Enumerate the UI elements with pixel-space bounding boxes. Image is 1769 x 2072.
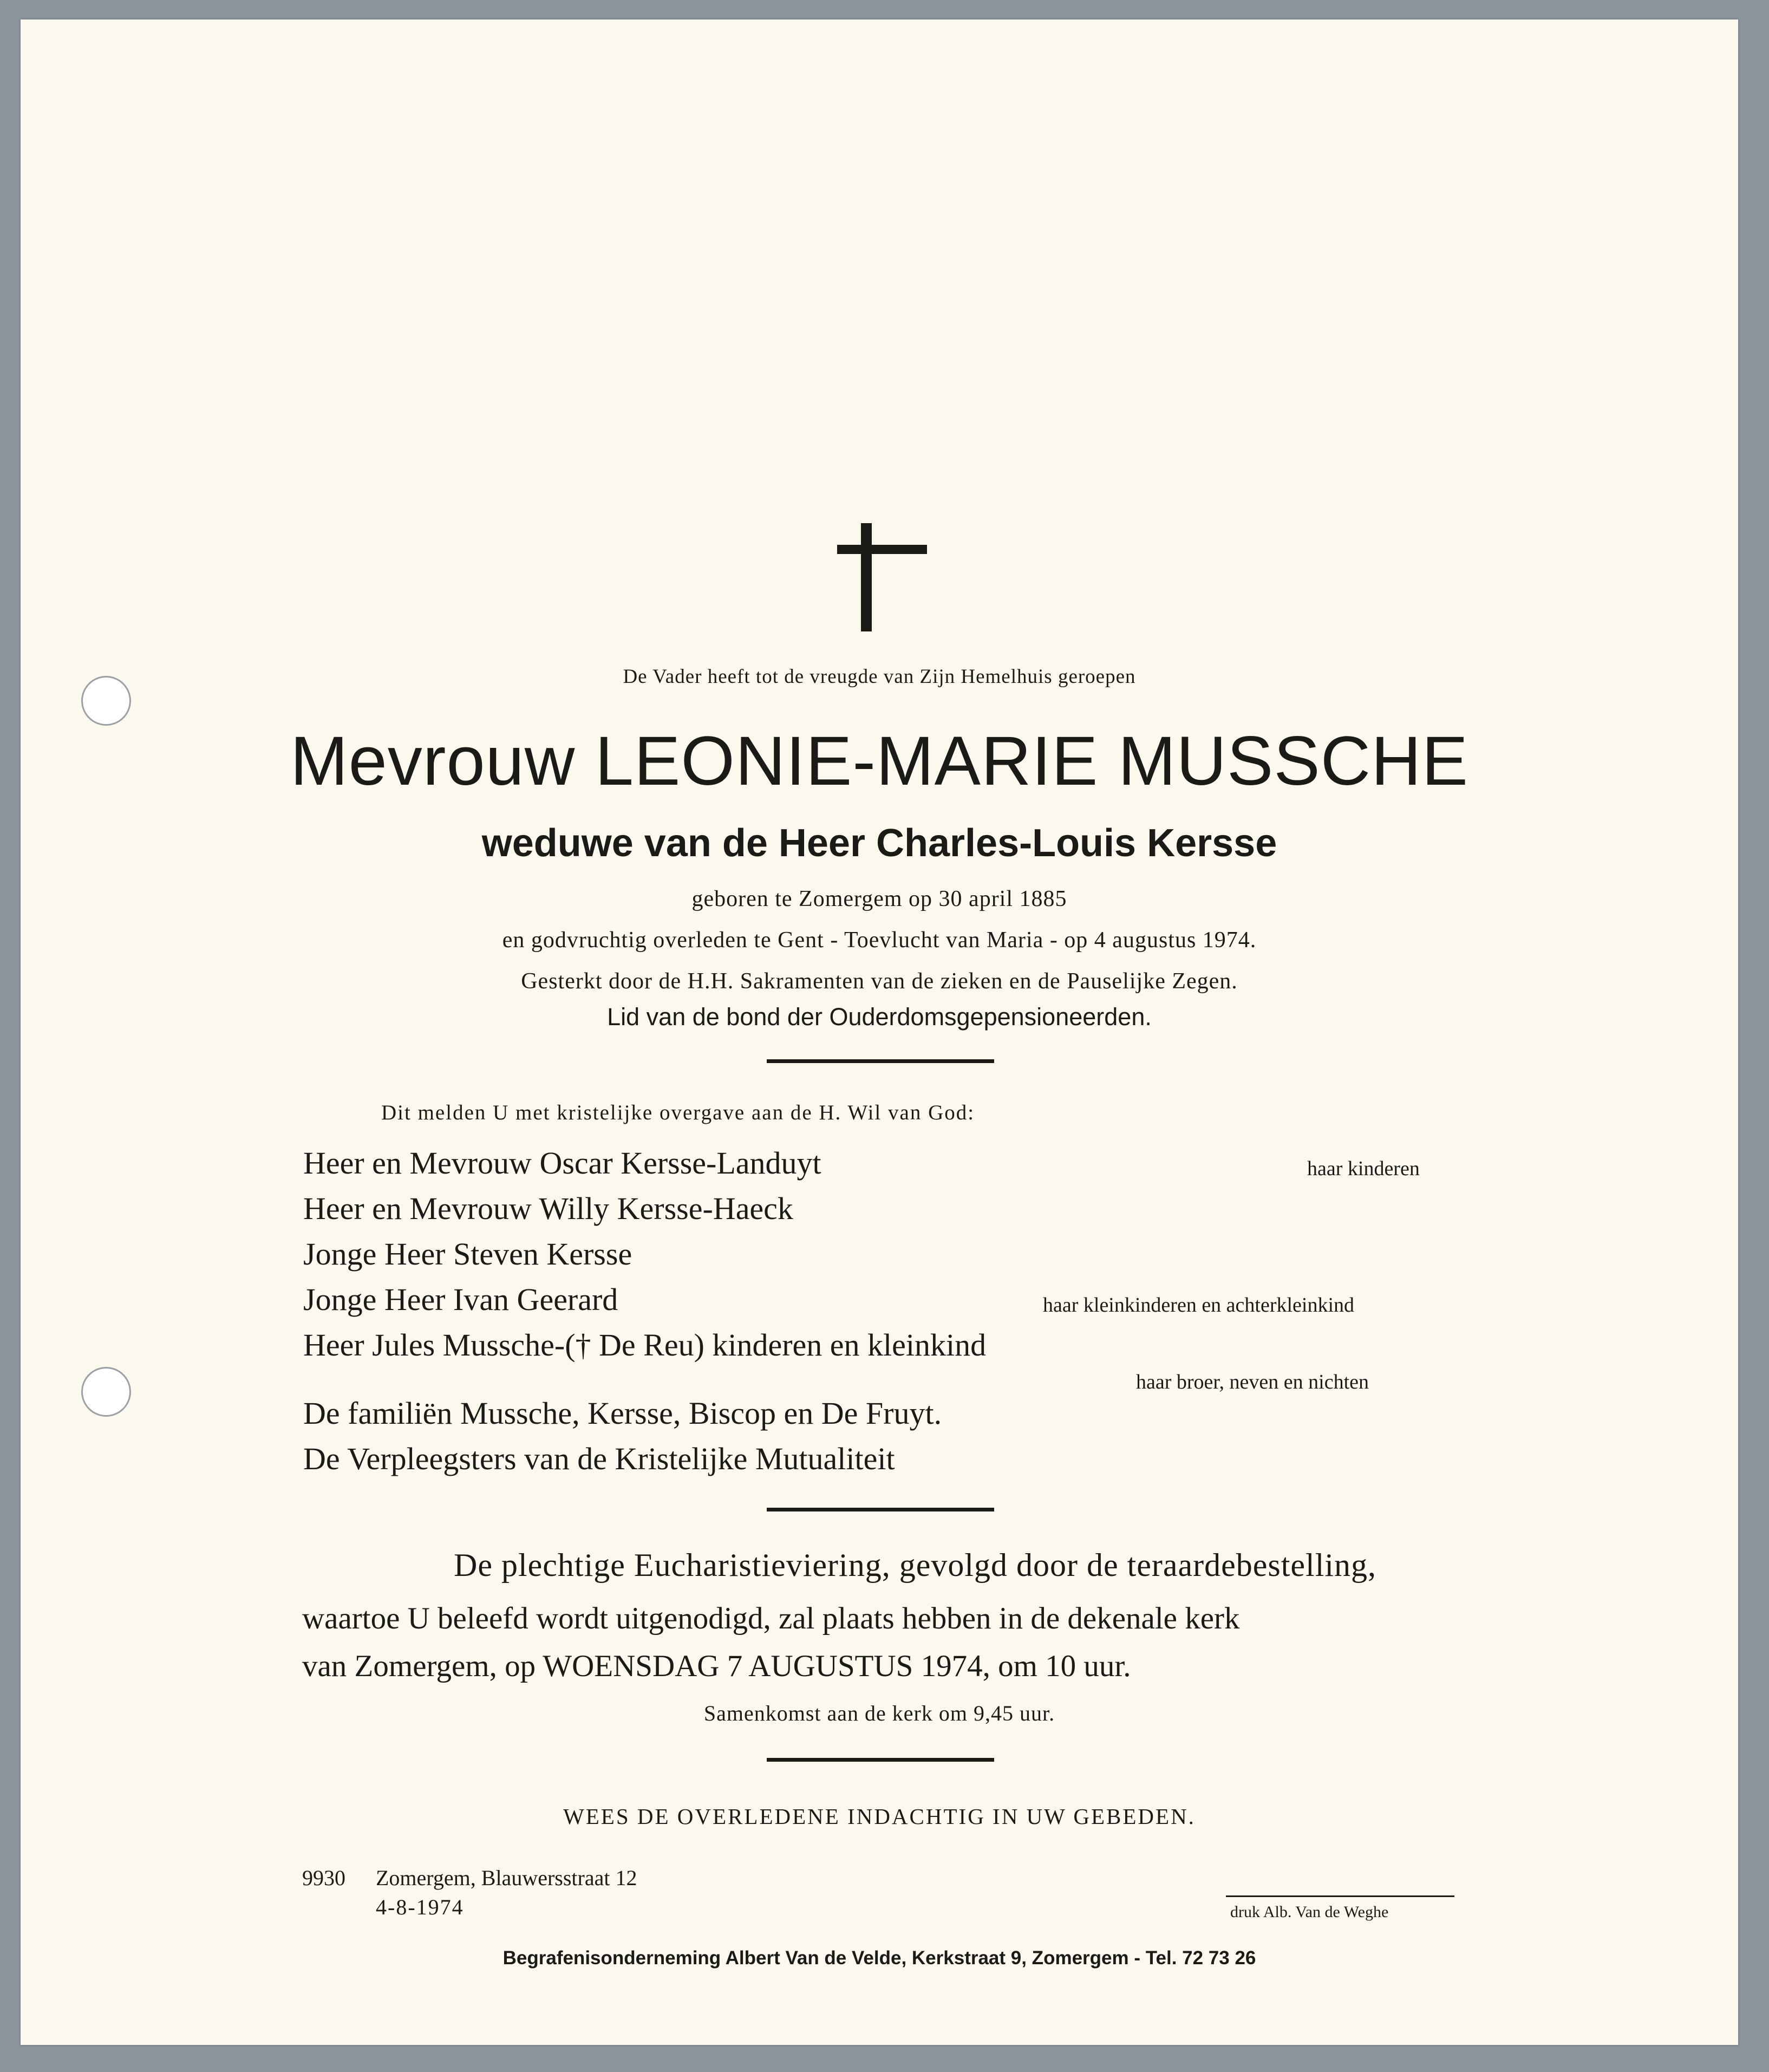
death-line: en godvruchtig overleden te Gent - Toevlucht van Maria - op 4 augustus 1974.: [502, 928, 1257, 953]
birth-line: geboren te Zomergem op 30 april 1885: [691, 887, 1067, 911]
prayer-line: WEES DE OVERLEDENE INDACHTIG IN UW GEBEDEN.: [563, 1804, 1196, 1829]
family-line: Heer en Mevrouw Willy Kersse-Haeck: [303, 1191, 793, 1226]
family-line: Heer Jules Mussche-(† De Reu) kinderen en kleinkind: [303, 1327, 987, 1363]
deceased-name: Mevrouw LEONIE-MARIE MUSSCHE: [290, 722, 1468, 800]
printer-rule: [1226, 1895, 1454, 1897]
divider: [767, 1758, 994, 1762]
family-line: Jonge Heer Steven Kersse: [303, 1236, 632, 1272]
family-line: Heer en Mevrouw Oscar Kersse-Landuyt: [303, 1145, 821, 1181]
announcement-intro: Dit melden U met kristelijke overgave aan de H. Wil van God:: [381, 1101, 975, 1124]
membership-line: Lid van de bond der Ouderdomsgepensioneerden.: [607, 1003, 1152, 1031]
family-line: Jonge Heer Ivan Geerard: [303, 1282, 618, 1317]
address-date: 4-8-1974: [376, 1895, 464, 1919]
punch-hole-bottom: [81, 1367, 131, 1417]
intro-text: De Vader heeft tot de vreugde van Zijn Hemelhuis geroepen: [623, 666, 1136, 688]
family-line: De Verpleegsters van de Kristelijke Mutualiteit: [303, 1441, 895, 1476]
role-siblings: haar broer, neven en nichten: [1136, 1371, 1369, 1393]
undertaker-line: Begrafenisonderneming Albert Van de Velde, Kerkstraat 9, Zomergem - Tel. 72 73 26: [502, 1947, 1256, 1969]
sacraments-line: Gesterkt door de H.H. Sakramenten van de zieken en de Pauselijke Zegen.: [521, 969, 1238, 994]
divider: [767, 1508, 994, 1511]
gathering-line: Samenkomst aan de kerk om 9,45 uur.: [703, 1701, 1055, 1725]
address-street: Zomergem, Blauwersstraat 12: [376, 1866, 637, 1890]
role-children: haar kinderen: [1307, 1157, 1420, 1180]
family-line: De familiën Mussche, Kersse, Biscop en De Fruyt.: [303, 1396, 942, 1431]
spouse-line: weduwe van de Heer Charles-Louis Kersse: [481, 822, 1277, 865]
printer-credit: druk Alb. Van de Weghe: [1230, 1903, 1389, 1921]
ceremony-line-1: De plechtige Eucharistieviering, gevolgd door de teraardebestelling,: [454, 1547, 1377, 1583]
role-grandchildren: haar kleinkinderen en achterkleinkind: [1043, 1294, 1355, 1317]
divider: [767, 1059, 994, 1063]
ceremony-line-2: waartoe U beleefd wordt uitgenodigd, zal plaats hebben in de dekenale kerk: [302, 1601, 1240, 1636]
ceremony-line-3: van Zomergem, op WOENSDAG 7 AUGUSTUS 1974, om 10 uur.: [302, 1649, 1131, 1683]
address-postcode: 9930: [302, 1866, 345, 1890]
memorial-card: [21, 19, 1738, 2045]
